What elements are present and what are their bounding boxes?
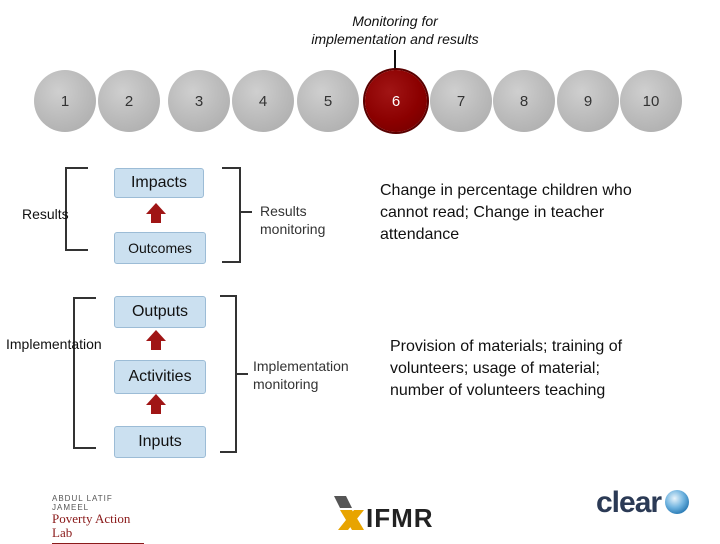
- clear-logo: [596, 486, 691, 520]
- impacts-box: Impacts: [114, 168, 204, 198]
- ifmr-mark-icon: [330, 490, 366, 534]
- results-group-label: Results: [22, 206, 69, 222]
- step-8: 8: [493, 70, 555, 132]
- implementation-monitoring-label: Implementation monitoring: [253, 358, 349, 392]
- implementation-right-bracket: [220, 296, 236, 452]
- inputs-box: Inputs: [114, 426, 206, 458]
- implementation-left-bracket: [74, 298, 96, 448]
- step-9: 9: [557, 70, 619, 132]
- results-right-bracket: [222, 168, 240, 262]
- page-title: Monitoring for implementation and results: [311, 13, 479, 47]
- jpal-logo-line2: Poverty Action Lab: [52, 511, 131, 540]
- step-5: 5: [297, 70, 359, 132]
- implementation-group-label: Implementation: [6, 336, 102, 352]
- clear-logo-text: clear: [596, 486, 662, 519]
- results-description: Change in percentage children who cannot read; Change in teacher attendance: [380, 182, 632, 243]
- step-10: 10: [620, 70, 682, 132]
- arrow-outcomes-to-impacts: [146, 203, 166, 223]
- implementation-description: Provision of materials; training of volunteers; usage of material; number of volunteers teaching: [390, 338, 623, 399]
- outputs-box: Outputs: [114, 296, 206, 328]
- ifmr-logo: [330, 490, 434, 534]
- ifmr-logo-text: IFMR: [366, 503, 434, 533]
- results-monitoring-label: Results monitoring: [260, 203, 326, 237]
- globe-icon: [663, 488, 691, 516]
- step-1: 1: [34, 70, 96, 132]
- arrow-inputs-to-activities: [146, 394, 166, 414]
- jpal-logo-line1: ABDUL LATIF JAMEEL: [52, 494, 113, 512]
- arrow-activities-to-outputs: [146, 330, 166, 350]
- jpal-logo: [52, 494, 152, 544]
- outcomes-box: Outcomes: [114, 232, 206, 264]
- step-7: 7: [430, 70, 492, 132]
- step-3: 3: [168, 70, 230, 132]
- results-left-bracket: [66, 168, 88, 250]
- activities-box: Activities: [114, 360, 206, 394]
- step-2: 2: [98, 70, 160, 132]
- step-6: 6: [365, 70, 427, 132]
- step-4: 4: [232, 70, 294, 132]
